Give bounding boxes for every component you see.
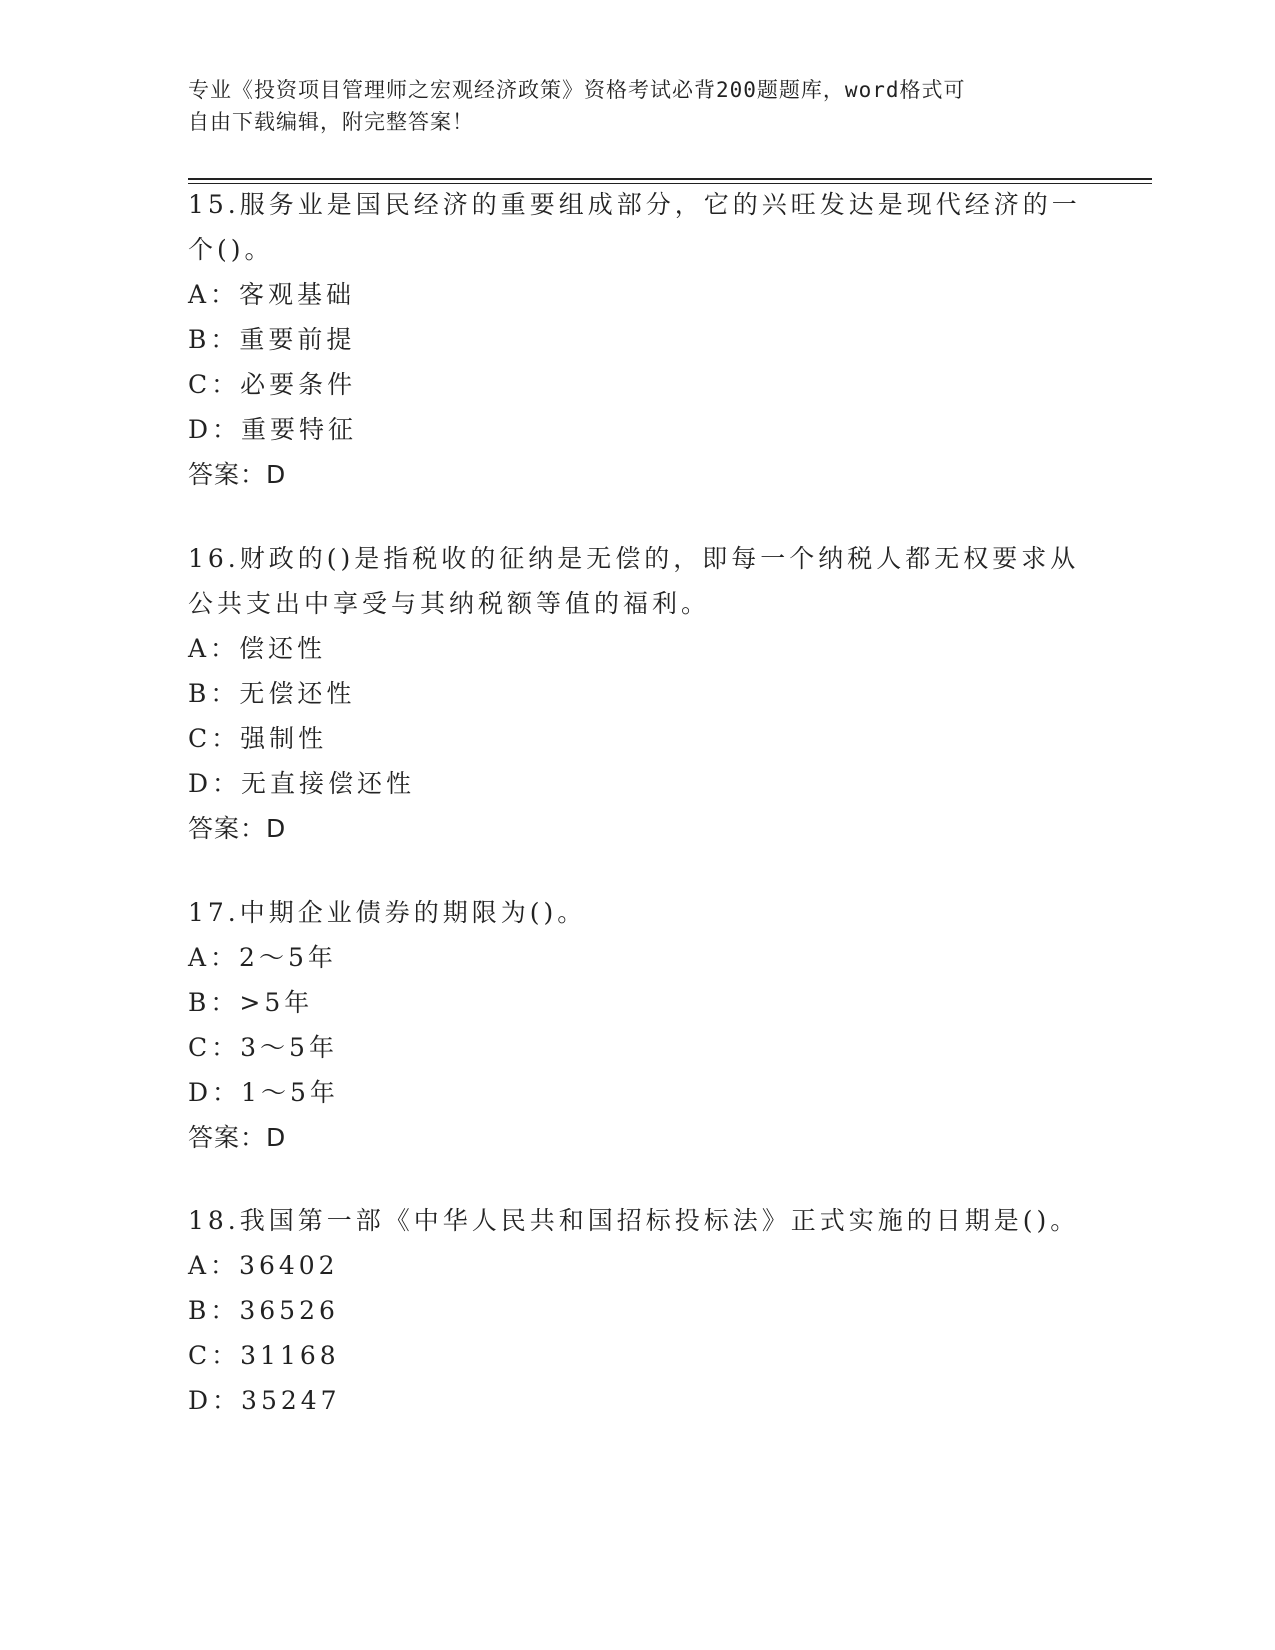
option-c: C：3～5年 [188,1033,338,1062]
option-a: A：偿还性 [188,634,327,663]
header-divider-thick [188,178,1152,180]
option-b: B：无偿还性 [188,679,356,708]
question-15 [188,182,1088,497]
document-header [188,74,1088,138]
question-18 [188,1198,1088,1423]
option-a: A：2～5年 [188,943,337,972]
option-d: D：1～5年 [188,1078,339,1107]
answer-line: 答案：D [188,1123,287,1152]
option-b: B：36526 [188,1296,339,1325]
option-d: D：无直接偿还性 [188,769,416,798]
header-line-1: 专业《投资项目管理师之宏观经济政策》资格考试必背200题题库，word格式可 [188,78,966,102]
option-c: C：强制性 [188,724,328,753]
answer-line: 答案：D [188,460,287,489]
option-b: B：重要前提 [188,325,356,354]
question-stem-line-1: 18.我国第一部《中华人民共和国招标投标法》正式实施的日期是()。 [188,1206,1080,1235]
question-stem-line-2: 个()。 [188,235,274,264]
option-b: B：>5年 [188,988,314,1017]
question-stem-line-2: 公共支出中享受与其纳税额等值的福利。 [188,589,711,618]
answer-line: 答案：D [188,814,287,843]
question-stem-line-1: 17.中期企业债券的期限为()。 [188,898,587,927]
question-stem-line-1: 15.服务业是国民经济的重要组成部分，它的兴旺发达是现代经济的一 [188,190,1081,219]
option-d: D：35247 [188,1386,341,1415]
option-d: D：重要特征 [188,415,358,444]
header-line-2: 自由下载编辑，附完整答案！ [188,110,474,134]
option-a: A：36402 [188,1251,339,1280]
option-c: C：31168 [188,1341,340,1370]
option-a: A：客观基础 [188,280,356,309]
option-c: C：必要条件 [188,370,357,399]
question-17 [188,890,1088,1160]
question-stem-line-1: 16.财政的()是指税收的征纳是无偿的，即每一个纳税人都无权要求从 [188,544,1080,573]
question-16 [188,536,1088,851]
